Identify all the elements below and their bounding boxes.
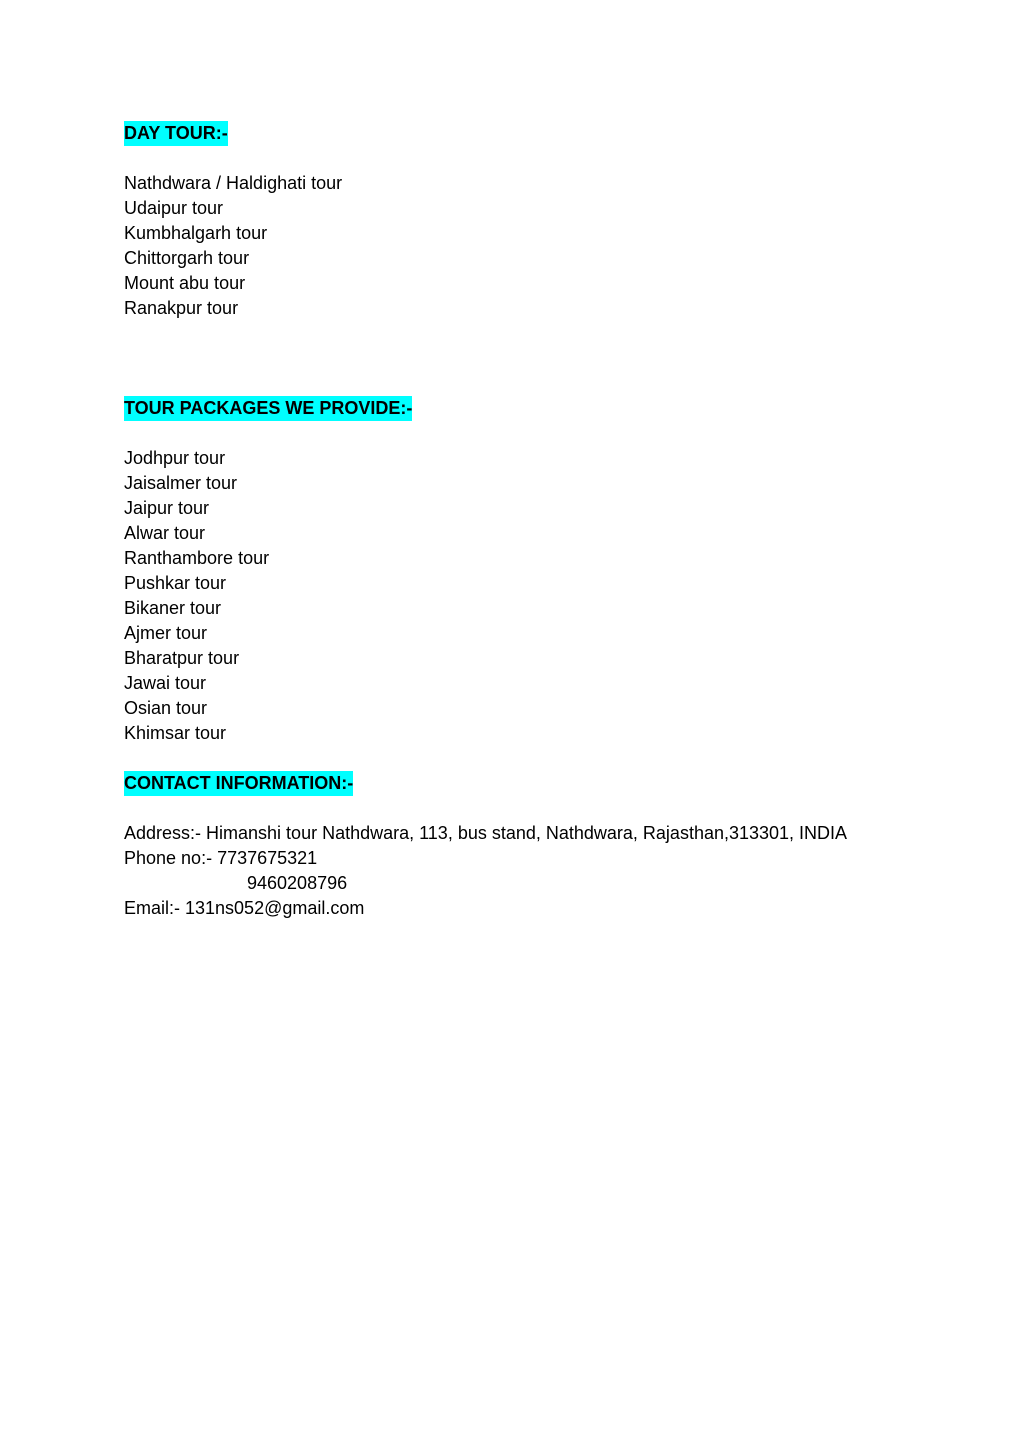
spacer bbox=[124, 421, 1004, 446]
list-item: Udaipur tour bbox=[124, 198, 224, 218]
list-item: Alwar tour bbox=[124, 523, 206, 543]
list-item: Ranthambore tour bbox=[124, 548, 270, 568]
day-tour-heading-row bbox=[124, 121, 1004, 146]
list-item: Pushkar tour bbox=[124, 573, 227, 593]
list-item: Jaisalmer tour bbox=[124, 473, 238, 493]
list-item: Bikaner tour bbox=[124, 598, 222, 618]
list-item: Kumbhalgarh tour bbox=[124, 223, 268, 243]
list-item: Osian tour bbox=[124, 698, 208, 718]
document-page bbox=[124, 121, 1004, 921]
packages-heading: TOUR PACKAGES WE PROVIDE:- bbox=[124, 396, 412, 421]
packages-list bbox=[124, 446, 1004, 746]
packages-heading-row bbox=[124, 396, 1004, 421]
contact-phone: Phone no:- 7737675321 bbox=[124, 848, 318, 868]
list-item: Jaipur tour bbox=[124, 498, 210, 518]
list-item: Mount abu tour bbox=[124, 273, 246, 293]
list-item: Jawai tour bbox=[124, 673, 207, 693]
list-item: Ajmer tour bbox=[124, 623, 208, 643]
list-item: Jodhpur tour bbox=[124, 448, 226, 468]
list-item: Nathdwara / Haldighati tour bbox=[124, 173, 343, 193]
list-item: Khimsar tour bbox=[124, 723, 227, 743]
list-item: Ranakpur tour bbox=[124, 298, 239, 318]
spacer bbox=[124, 321, 1004, 396]
list-item: Chittorgarh tour bbox=[124, 248, 250, 268]
spacer bbox=[124, 746, 1004, 771]
day-tour-heading: DAY TOUR:- bbox=[124, 121, 228, 146]
contact-email: Email:- 131ns052@gmail.com bbox=[124, 898, 365, 918]
spacer bbox=[124, 146, 1004, 171]
spacer bbox=[124, 796, 1004, 821]
contact-phone-secondary: 9460208796 bbox=[247, 873, 348, 893]
list-item: Bharatpur tour bbox=[124, 648, 240, 668]
contact-address: Address:- Himanshi tour Nathdwara, 113, bus stand, Nathdwara, Rajasthan,313301, INDIA bbox=[124, 823, 848, 843]
contact-heading: CONTACT INFORMATION:- bbox=[124, 771, 353, 796]
day-tour-list bbox=[124, 171, 1004, 321]
contact-heading-row bbox=[124, 771, 1004, 796]
